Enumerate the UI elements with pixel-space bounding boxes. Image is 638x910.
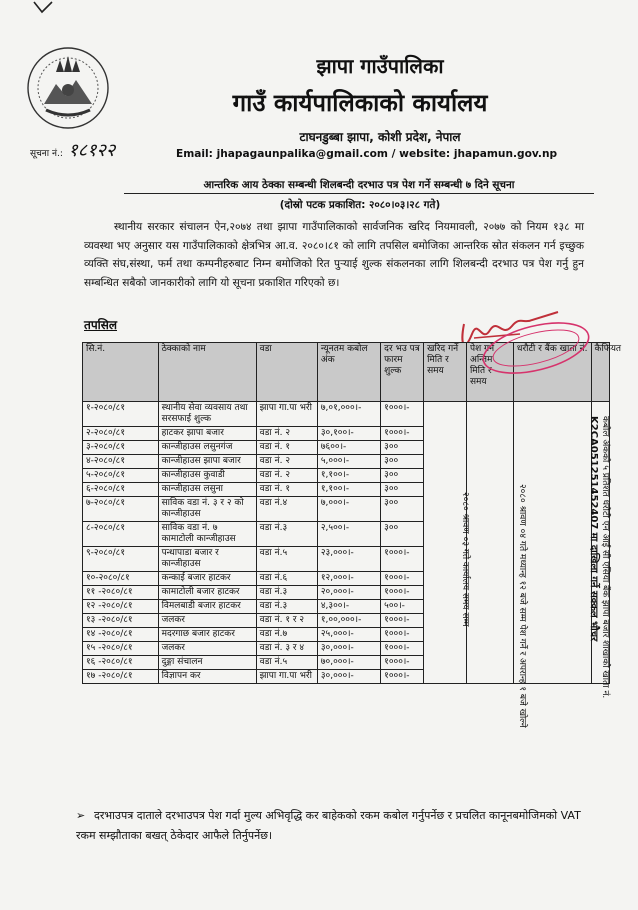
serial-cell: १२ -२०८०/८१ (83, 600, 159, 614)
purchase-period-cell (424, 402, 471, 684)
notice-number-label: सूचना नं.: (30, 149, 63, 159)
min-amount-cell: १२,०००।- (317, 572, 380, 586)
serial-cell: १०-२०८०/८१ (83, 572, 159, 586)
serial-cell: ११ -२०८०/८१ (83, 586, 159, 600)
ward-cell: वडा नं. २ (256, 427, 317, 441)
min-amount-cell: ७०,०००।- (317, 656, 380, 670)
min-amount-cell: ३०,०००।- (317, 670, 380, 684)
header-ward: वडा (256, 343, 317, 402)
nepal-government-emblem (26, 46, 110, 130)
form-fee-cell: १०००।- (381, 670, 424, 684)
ward-cell: वडा नं.५ (256, 547, 317, 572)
serial-cell: १-२०८०/८१ (83, 402, 159, 427)
form-fee-cell: ३०० (381, 497, 424, 522)
min-amount-cell: ३०,१००।- (317, 427, 380, 441)
form-fee-cell: १०००।- (381, 586, 424, 600)
form-fee-cell: १०००।- (381, 642, 424, 656)
serial-cell: १३ -२०८०/८१ (83, 614, 159, 628)
min-amount-cell: ७६००।- (317, 441, 380, 455)
serial-cell: १४ -२०८०/८१ (83, 628, 159, 642)
form-fee-cell: ३०० (381, 441, 424, 455)
deposit-text: कबोल अंकको ५ प्रतिशत धरौटी एन आई सी एसिया बैंक झापा बजार शाखाको खाता नं. (599, 416, 610, 699)
ward-cell: वडा नं. १ (256, 441, 317, 455)
form-fee-cell: १०००।- (381, 402, 424, 427)
publication-date: (दोस्रो पटक प्रकाशित: २०८०।०३।२८ गते) (279, 199, 441, 211)
ward-cell: झापा गा.पा भरी (256, 670, 317, 684)
ward-cell: वडा नं. २ (256, 469, 317, 483)
form-fee-cell: ३०० (381, 455, 424, 469)
min-amount-cell: ७,०००।- (317, 497, 380, 522)
serial-cell: १५ -२०८०/८१ (83, 642, 159, 656)
serial-cell: १७ -२०८०/८१ (83, 670, 159, 684)
contract-name-cell: दुङ्गा संचालन (158, 656, 256, 670)
min-amount-cell: २,५००।- (317, 522, 380, 547)
serial-cell: ८-२०८०/८१ (83, 522, 159, 547)
municipality-name: झापा गाउँपालिका (316, 54, 444, 78)
header-purchase-date: खरिद गर्ने मिति र समय (424, 343, 467, 402)
header-remarks: कैफियत (591, 343, 609, 402)
min-amount-cell: ४,३००।- (317, 600, 380, 614)
min-amount-cell: २५,०००।- (317, 628, 380, 642)
deposit-account-cell (513, 402, 610, 699)
serial-cell: १६ -२०८०/८१ (83, 656, 159, 670)
contract-name-cell: पन्धापाडा बजार र कान्जीहाउस (158, 547, 256, 572)
submission-deadline-cell (466, 402, 527, 728)
arrow-bullet-icon: ➢ (76, 809, 86, 822)
serial-cell: ९-२०८०/८१ (83, 547, 159, 572)
contract-schedule-table (82, 342, 622, 728)
form-fee-cell: १०००।- (381, 572, 424, 586)
ward-cell: वडा नं.७ (256, 628, 317, 642)
form-fee-cell: १०००।- (381, 656, 424, 670)
notice-number-value: १८१२२ (68, 140, 116, 161)
contact-line: Email: jhapagaunpalika@gmail.com / website: jhapamun.gov.np (176, 148, 558, 160)
vat-footnote (76, 806, 586, 846)
ward-cell: वडा नं. १ र २ (256, 614, 317, 628)
contract-name-cell: कान्जीहाउस लसुना (158, 483, 256, 497)
contract-name-cell: विज्ञापन कर (158, 670, 256, 684)
ward-cell: वडा नं.५ (256, 656, 317, 670)
contract-name-cell: कान्जीहाउस झापा बजार (158, 455, 256, 469)
notice-number (30, 138, 115, 162)
serial-cell: ३-२०८०/८१ (83, 441, 159, 455)
header-submission-date: पेश गर्ने अन्तिम मिति र समय (466, 343, 513, 402)
min-amount-cell: २३,०००।- (317, 547, 380, 572)
min-amount-cell: १,००,०००।- (317, 614, 380, 628)
notice-subject: आन्तरिक आय ठेक्का सम्बन्धी शिलबन्दी दरभाउ पत्र पेश गर्ने सम्बन्धी ७ दिने सूचना (124, 178, 594, 194)
serial-cell: ५-२०८०/८१ (83, 469, 159, 483)
contract-name-cell: कामाटोली बजार हाटकर (158, 586, 256, 600)
min-amount-cell: ७,०१,०००।- (317, 402, 380, 427)
ward-cell: वडा नं.६ (256, 572, 317, 586)
schedule-heading: तपसिल (84, 318, 118, 332)
serial-cell: २-२०८०/८१ (83, 427, 159, 441)
corner-stroke-mark (32, 0, 54, 16)
min-amount-cell: २०,०००।- (317, 586, 380, 600)
table-row (83, 402, 610, 427)
bank-account-number: K2CA051251452407 मा दाखिला गर्ने सक्कल भौचर (587, 416, 599, 642)
purchase-period-text: २०८० श्रावण ०३ गते कार्यालय समय सम्म (460, 492, 471, 627)
official-stamp (476, 318, 596, 378)
notice-paragraph (84, 218, 584, 292)
contract-name-cell: मदरगाछ बजार हाटकर (158, 628, 256, 642)
notice-paragraph-text: स्थानीय सरकार संचालन ऐन,२०७४ तथा झापा गाउँपालिकाको सार्वजनिक खरिद नियमावली, २०७७ को नियम १३८ मा व्यवस्था भए अनुसार यस गाउँपालिकाको क्षेत्रभित्र आ.व. २०८०।८१ को लागि तपसिल बमोजिका आन्तरिक स्रोत संकलन गर्न इच्छुक व्यक्ति संघ,संस्था, फर्म तथा कम्पनीहरुबाट निम्न बमोजिको रित पुर्‍याई शुल्क संकलनका लागि शिलबन्दी दरभाउ पत्र पेश गर्नु हुन सम्बन्धित सबैको जानकारीको लागि यो सूचना प्रकाशित गरिएको छ। (84, 221, 584, 289)
ward-cell: वडा नं.३ (256, 586, 317, 600)
ward-cell: झापा गा.पा भरी (256, 402, 317, 427)
header-deposit-account: धरौटी र बैंक खाता नं. (513, 343, 591, 402)
contract-name-cell: साविक वडा नं. ७ कामाटोली कान्जीहाउस (158, 522, 256, 547)
serial-cell: ७-२०८०/८१ (83, 497, 159, 522)
header-serial: सि.नं. (83, 343, 159, 402)
contract-name-cell: कान्जीहाउस लसुनगंज (158, 441, 256, 455)
form-fee-cell: १०००।- (381, 614, 424, 628)
submission-deadline-text: २०८० श्रावण ०४ गते मध्यान्ह १२ बजे सम्म पेश गर्ने र अपरान्ह १ बजे खोल्ने (516, 484, 527, 728)
serial-cell: ६-२०८०/८१ (83, 483, 159, 497)
ward-cell: वडा नं. १ (256, 483, 317, 497)
contract-name-cell: विमलबाडी बजार हाटकर (158, 600, 256, 614)
form-fee-cell: ३०० (381, 469, 424, 483)
contract-name-cell: जलकर (158, 642, 256, 656)
header-contract-name: ठेक्काको नाम (158, 343, 256, 402)
min-amount-cell: ३०,०००।- (317, 642, 380, 656)
form-fee-cell: ३०० (381, 522, 424, 547)
header-form-fee: दर भउ पत्र फारम शुल्क (381, 343, 424, 402)
ward-cell: वडा नं.३ (256, 600, 317, 614)
contract-name-cell: कन्काई बजार हाटकर (158, 572, 256, 586)
form-fee-cell: १०००।- (381, 427, 424, 441)
office-name: गाउँ कार्यपालिकाको कार्यालय (232, 89, 488, 117)
header-min-amount: न्यूनतम कबोल अंक (317, 343, 380, 402)
contract-name-cell: हाटकर झापा बजार (158, 427, 256, 441)
min-amount-cell: ५,०००।- (317, 455, 380, 469)
ward-cell: वडा नं.३ (256, 522, 317, 547)
form-fee-cell: १०००।- (381, 547, 424, 572)
contract-name-cell: कान्जीहाउस कुवाडी (158, 469, 256, 483)
contract-name-cell: स्थानीय सेवा व्यवसाय तथा सरसफाई शुल्क (158, 402, 256, 427)
serial-cell: ४-२०८०/८१ (83, 455, 159, 469)
ward-cell: वडा नं. २ (256, 455, 317, 469)
form-fee-cell: ५००।- (381, 600, 424, 614)
form-fee-cell: १०००।- (381, 628, 424, 642)
min-amount-cell: १,१००।- (317, 469, 380, 483)
min-amount-cell: १,१००।- (317, 483, 380, 497)
office-address: टाघनडुब्बा झापा, कोशी प्रदेश, नेपाल (299, 130, 461, 144)
vat-footnote-text: दरभाउपत्र दाताले दरभाउपत्र पेश गर्दा मुल्य अभिवृद्धि कर बाहेकको रकम कबोल गर्नुपर्नेछ र प्रचलित कानूनबमोजिमको VAT रकम सम्झौताका बखत् ठेकेदार आफैले तिर्नुपर्नेछ। (76, 809, 581, 842)
contract-name-cell: जलकर (158, 614, 256, 628)
ward-cell: वडा नं. ३ र ४ (256, 642, 317, 656)
contract-name-cell: साविक वडा नं. ३ र २ को कान्जीहाउस (158, 497, 256, 522)
form-fee-cell: ३०० (381, 483, 424, 497)
ward-cell: वडा नं.४ (256, 497, 317, 522)
remarks-cell (591, 402, 609, 684)
